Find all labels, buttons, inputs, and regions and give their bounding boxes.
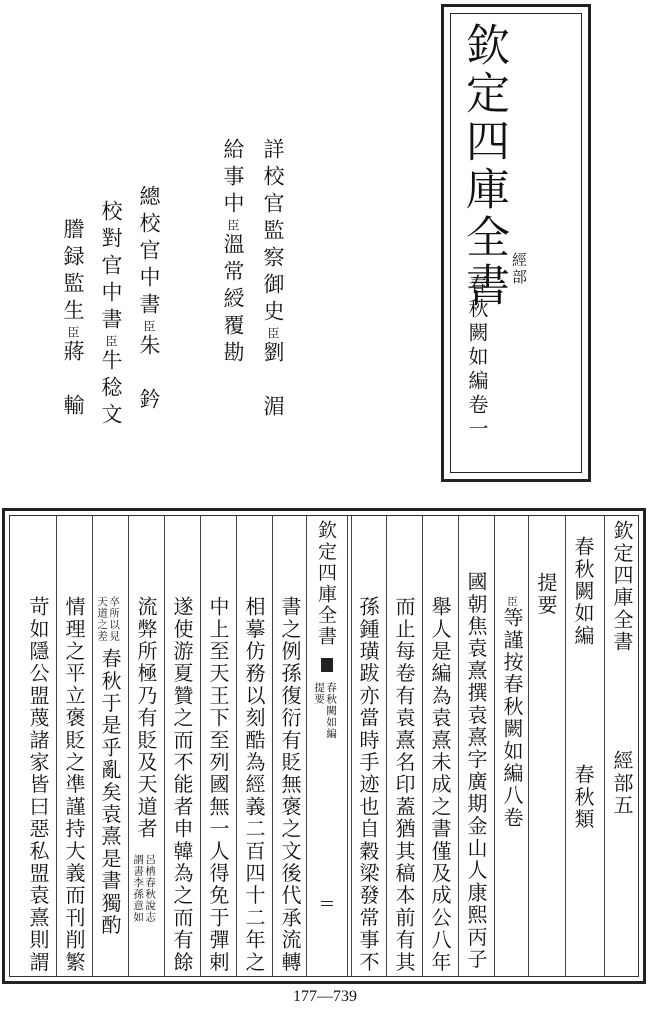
annotation: 呂柟春秋說志 xyxy=(144,854,157,923)
text-column: 臣等謹按春秋闕如編八卷 xyxy=(500,596,524,829)
fish-tail-mark xyxy=(321,658,333,672)
annotation: 謂書李孫意如 xyxy=(132,854,145,923)
column-rule xyxy=(128,516,129,976)
column-rule xyxy=(92,516,93,976)
column-rule xyxy=(565,516,566,976)
column-rule xyxy=(422,516,423,976)
annotation: 天道之差 xyxy=(96,596,109,642)
text-column: 書之例孫復衍有貶無褒之文後代承流轉 xyxy=(278,596,302,974)
text-column: 情理之平立褒貶之凖謹持大義而刊削繁 xyxy=(62,596,86,974)
column-rule xyxy=(236,516,237,976)
text-column: 遂使游夏贊之而不能者申韓為之而有餘 xyxy=(170,596,194,974)
abstract-heading: 提要 xyxy=(534,572,558,617)
category: 春秋類 xyxy=(571,764,595,831)
column-rule xyxy=(272,516,273,976)
title-cartouche xyxy=(441,4,591,482)
text-column: 而止每卷有袁熹名印蓋猶其稿本前有其 xyxy=(392,596,416,974)
column-rule xyxy=(458,516,459,976)
book-title: 春秋闕如編 xyxy=(571,536,595,647)
credit-chief-collator: 總校官中書臣朱 鈐 xyxy=(137,185,161,415)
text-column: 中上至天王下至列國無一人得免于彈剌 xyxy=(206,596,230,974)
credit-proofread: 詳校官監察御史臣劉 湄 xyxy=(261,138,285,422)
text-column: 國朝焦袁熹撰袁熹字廣期金山人康熙丙子 xyxy=(464,571,488,971)
banner-title: 欽定四庫全書 xyxy=(315,520,337,648)
column-rule xyxy=(494,516,495,976)
text-page-frame xyxy=(2,508,646,984)
title-inner-frame xyxy=(450,13,582,473)
title-main: 欽定四庫全書 xyxy=(458,22,509,310)
title-section: 經部 xyxy=(510,252,528,286)
fish-tail-mark xyxy=(321,901,333,906)
banner-note: 春秋闕如編 xyxy=(325,682,338,740)
credit-supervisor: 給事中臣溫常綬覆勘 xyxy=(221,138,245,368)
column-rule xyxy=(164,516,165,976)
page-number: 177—739 xyxy=(293,988,357,1005)
column-rule xyxy=(604,516,605,976)
text-column: 苛如隱公盟蔑諸家皆曰惡私盟袁熹則謂 xyxy=(26,596,50,974)
column-rule xyxy=(528,516,529,976)
text-column: 孫鍾璜跋亦當時手迹也自穀梁發常事不 xyxy=(356,596,380,974)
text-column: 相摹仿務以刻酷為經義二百四十二年之 xyxy=(242,596,266,974)
page-header: 欽定四庫全書 xyxy=(610,520,634,654)
banner-column xyxy=(306,516,348,976)
column-rule xyxy=(56,516,57,976)
text-column: 舉人是編為袁熹未成之書僅及成公八年 xyxy=(428,596,452,974)
banner-note: 提要 xyxy=(313,682,326,705)
column-rule xyxy=(351,516,352,976)
annotation: 卒所以見 xyxy=(108,596,121,642)
title-book: 春秋闕如編卷一 xyxy=(465,274,489,442)
text-page-inner xyxy=(9,515,639,977)
section-label: 經部五 xyxy=(610,750,634,817)
text-column: 春秋于是乎亂矣袁熹是書獨酌 xyxy=(98,648,122,937)
column-rule xyxy=(200,516,201,976)
credit-collator: 校對官中書臣牛稔文 xyxy=(99,200,123,430)
credit-copyist: 謄録監生臣蔣 輸 xyxy=(61,218,85,421)
text-column: 流弊所極乃有貶及天道者 xyxy=(134,596,158,841)
column-rule xyxy=(386,516,387,976)
